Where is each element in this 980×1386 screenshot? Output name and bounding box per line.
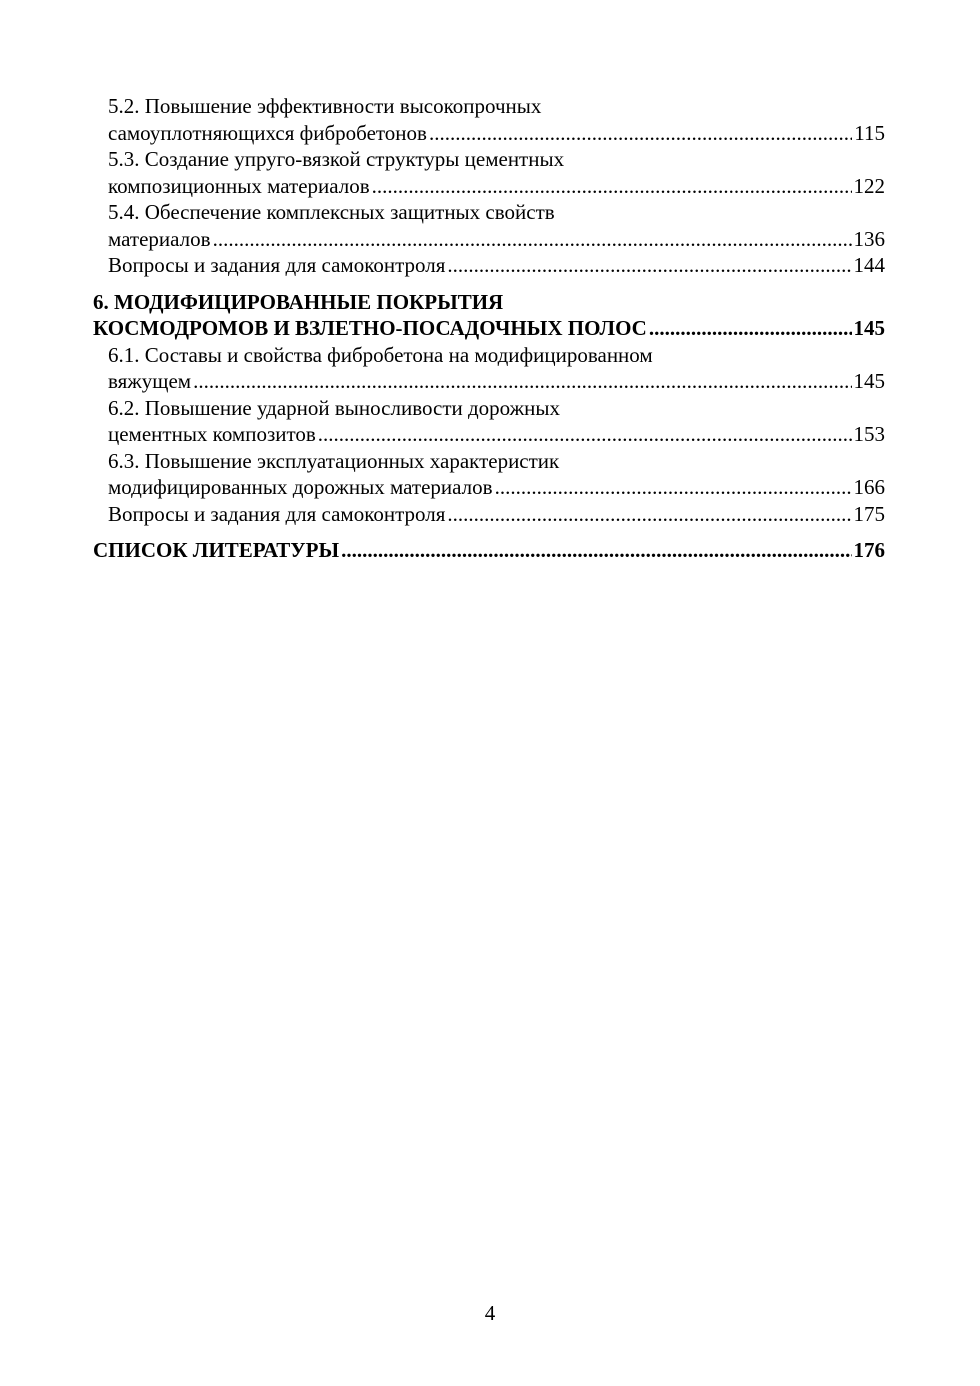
toc-chapter-title-continued: КОСМОДРОМОВ И ВЗЛЕТНО-ПОСАДОЧНЫХ ПОЛОС (93, 316, 647, 340)
toc-entry-leader-line (108, 173, 885, 200)
toc-chapter-title: 6. МОДИФИЦИРОВАННЫЕ ПОКРЫТИЯ (93, 289, 504, 314)
toc-entry-title: Вопросы и задания для самоконтроля (108, 501, 446, 526)
toc-entry-title: 5.4. Обеспечение комплексных защитных свойств (108, 200, 555, 224)
toc-entry-6-questions[interactable] (93, 501, 885, 528)
dot-leader (341, 537, 851, 564)
toc-entry-title-continued: материалов (108, 226, 211, 251)
toc-entry-leader-line (93, 315, 885, 342)
toc-entry-6-2[interactable] (93, 395, 885, 448)
toc-chapter-6[interactable] (93, 289, 885, 342)
toc-entry-leader-line (108, 120, 885, 147)
toc-entry-title: 6.2. Повышение ударной выносливости дорожных (108, 395, 561, 420)
toc-entry-5-3[interactable] (93, 146, 885, 199)
toc-entry-title-continued: композиционных материалов (108, 173, 370, 198)
toc-entry-5-2[interactable] (93, 93, 885, 146)
toc-entry-leader-line (108, 368, 885, 395)
dot-leader (447, 252, 851, 279)
toc-entry-title: 6.3. Повышение эксплуатационных характеристик (108, 448, 560, 473)
toc-entry-title: Вопросы и задания для самоконтроля (108, 253, 446, 277)
toc-entry-leader-line (108, 474, 885, 501)
toc-entry-leader-line (93, 537, 885, 564)
toc-entry-page: 145 (853, 369, 885, 393)
dot-leader (429, 120, 852, 147)
toc-entry-page: 122 (853, 173, 885, 198)
dot-leader (318, 421, 852, 448)
page-number: 4 (484, 1301, 496, 1325)
dot-leader (649, 315, 852, 342)
toc-entry-title-continued: вяжущем (108, 369, 192, 393)
dot-leader (447, 501, 851, 528)
toc-entry-5-4[interactable] (93, 199, 885, 252)
toc-entry-leader-line (108, 501, 885, 528)
toc-entry-page: 145 (853, 316, 885, 340)
toc-entry-title-continued: цементных композитов (108, 422, 316, 446)
toc-entry-title: 5.2. Повышение эффективности высокопрочных (108, 94, 542, 118)
toc-entry-6-3[interactable] (93, 448, 885, 501)
toc-entry-page: 144 (853, 253, 885, 277)
dot-leader (193, 368, 851, 395)
toc-entry-title-continued: модифицированных дорожных материалов (108, 475, 493, 499)
dot-leader (372, 173, 852, 200)
toc-chapter-title: СПИСОК ЛИТЕРАТУРЫ (93, 538, 340, 562)
toc-entry-page: 136 (853, 226, 885, 251)
toc-entry-page: 176 (853, 538, 885, 562)
toc-entry-leader-line (108, 421, 885, 448)
dot-leader (495, 474, 852, 501)
toc-entry-page: 115 (854, 120, 885, 145)
toc-entry-leader-line (108, 226, 885, 253)
toc-entry-page: 175 (853, 501, 885, 526)
toc-entry-leader-line (108, 252, 885, 279)
dot-leader (213, 226, 852, 253)
toc-entry-6-1[interactable] (93, 342, 885, 395)
toc-entry-title-continued: самоуплотняющихся фибробетонов (108, 120, 427, 145)
toc-entry-5-questions[interactable] (93, 252, 885, 279)
toc-bibliography[interactable] (93, 537, 885, 564)
table-of-contents (93, 93, 885, 564)
toc-entry-page: 153 (853, 422, 885, 446)
toc-entry-title: 5.3. Создание упруго-вязкой структуры цементных (108, 147, 565, 171)
toc-entry-title: 6.1. Составы и свойства фибробетона на модифицированном (108, 342, 653, 367)
toc-entry-page: 166 (853, 475, 885, 499)
